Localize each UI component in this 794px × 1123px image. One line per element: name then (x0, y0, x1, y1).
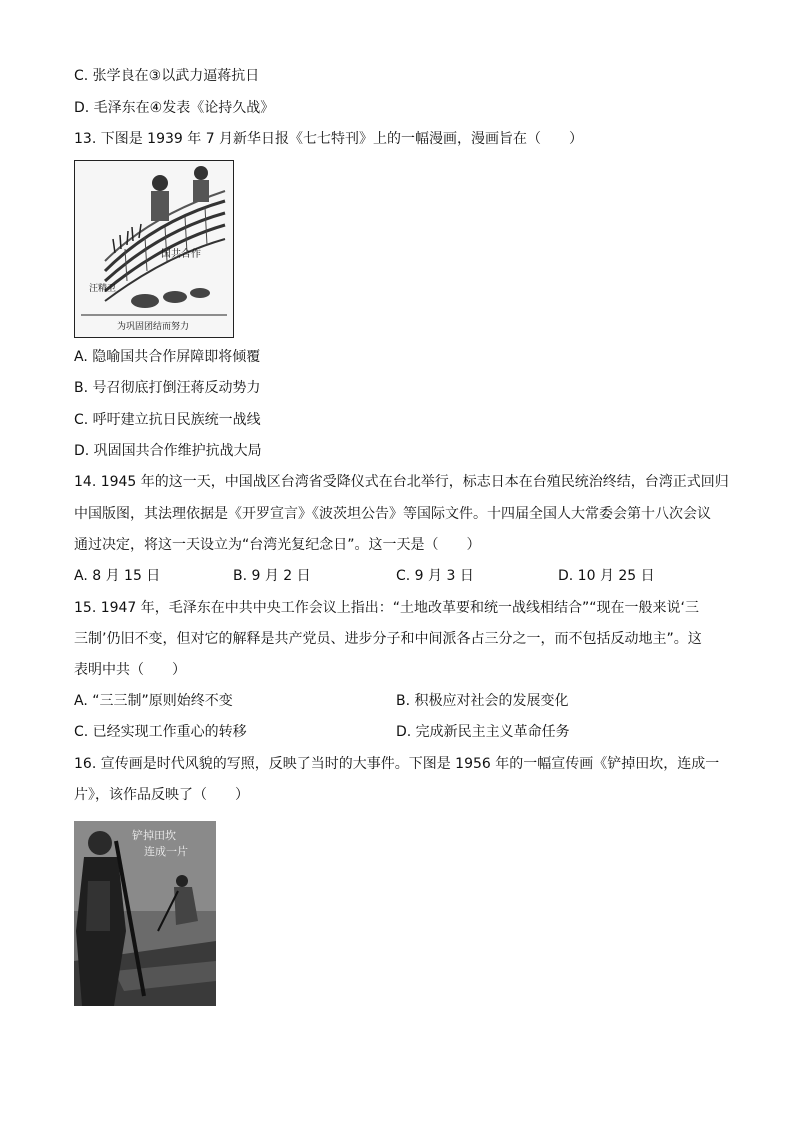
cartoon-wall-label: 国共合作 (161, 249, 201, 260)
q12-option-d: D. 毛泽东在④发表《论持久战》 (74, 100, 275, 116)
q14-option-a: A. 8 月 15 日 (74, 568, 161, 584)
q14-option-d: D. 10 月 25 日 (558, 568, 655, 584)
q13-option-a: A. 隐喻国共合作屏障即将倾覆 (74, 349, 261, 365)
q15-stem-line-1: 15. 1947 年，毛泽东在中共中央工作会议上指出：“土地改革要和统一战线相结合”“现在一般来说‘三 (74, 600, 700, 616)
q15-option-d: D. 完成新民主主义革命任务 (396, 724, 570, 740)
q15-option-b: B. 积极应对社会的发展变化 (396, 693, 569, 709)
cartoon-side-label: 汪精卫 (89, 284, 117, 294)
q13-stem: 13. 下图是 1939 年 7 月新华日报《七七特刊》上的一幅漫画，漫画旨在（ ） (74, 131, 584, 147)
q16-poster (74, 821, 216, 1006)
q15-option-a: A. “三三制”原则始终不变 (74, 693, 233, 709)
cartoon-caption: 为巩固团结而努力 (117, 322, 190, 332)
q13-cartoon (74, 160, 234, 338)
cartoon-drawing (75, 161, 233, 337)
q14-stem-line-1: 14. 1945 年的这一天，中国战区台湾省受降仪式在台北举行，标志日本在台殖民统治终结，台湾正式回归 (74, 474, 729, 490)
q13-option-b: B. 号召彻底打倒汪蒋反动势力 (74, 380, 261, 396)
q16-stem-line-2: 片》，该作品反映了（ ） (74, 787, 249, 803)
poster-title-line-2: 连成一片 (144, 845, 188, 858)
poster-title-line-1: 铲掉田坎 (132, 829, 176, 842)
q14-option-c: C. 9 月 3 日 (396, 568, 474, 584)
q12-option-c: C. 张学良在③以武力逼蒋抗日 (74, 68, 260, 84)
q14-option-b: B. 9 月 2 日 (233, 568, 311, 584)
q14-stem-line-2: 中国版图，其法理依据是《开罗宣言》《波茨坦公告》等国际文件。十四届全国人大常委会第十八次会议 (74, 506, 711, 522)
q14-stem-line-3: 通过决定，将这一天设立为“台湾光复纪念日”。这一天是（ ） (74, 537, 481, 553)
q15-stem-line-2: 三制’仍旧不变，但对它的解释是共产党员、进步分子和中间派各占三分之一，而不包括反动地主”。这 (74, 631, 702, 647)
q16-stem-line-1: 16. 宣传画是时代风貌的写照，反映了当时的大事件。下图是 1956 年的一幅宣传画《铲掉田坎，连成一 (74, 756, 720, 772)
q15-stem-line-3: 表明中共（ ） (74, 662, 186, 678)
poster-image (74, 821, 216, 1006)
q13-option-d: D. 巩固国共合作维护抗战大局 (74, 443, 262, 459)
q15-option-c: C. 已经实现工作重心的转移 (74, 724, 247, 740)
q13-option-c: C. 呼吁建立抗日民族统一战线 (74, 412, 261, 428)
